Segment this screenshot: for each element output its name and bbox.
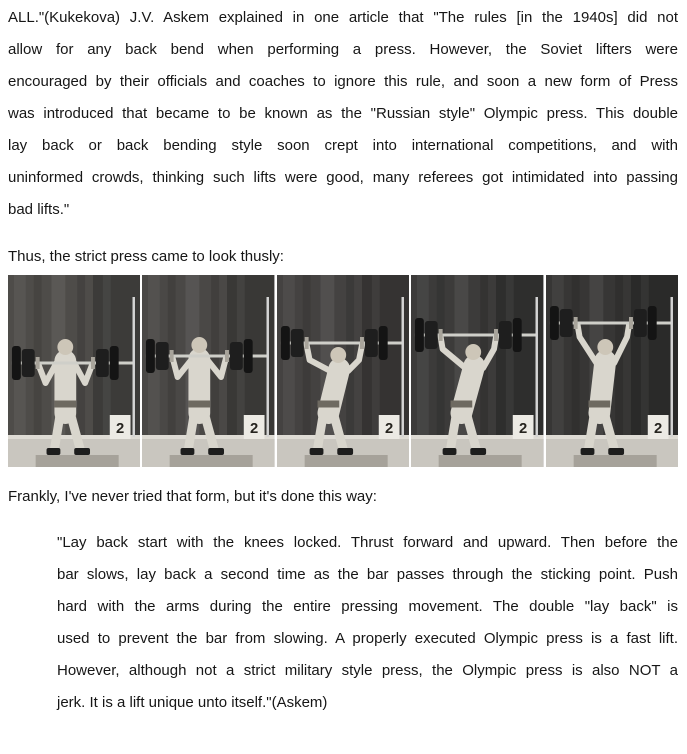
lead-in-thus: Thus, the strict press came to look thusly: [8,248,284,265]
plate [146,339,155,373]
text-line: lay back or back bending style soon crept into international competitions, and with [8,137,678,154]
text-line: bad lifts." [8,201,70,218]
collar [170,350,174,362]
upright-pole [670,297,672,437]
platform-edge [170,455,253,467]
text-line: hard with the arms during the entire pressing movement. The double "lay back" is [57,598,678,615]
text-line: bar slows, lay back a second time as the bar passes through the sticking point. Push [57,566,678,583]
platform-edge [36,455,119,467]
frame-number-sign: 2 [250,420,259,438]
shoe [337,448,353,455]
photo-frame [546,275,678,467]
plate [22,349,35,377]
article-page [8,2,678,719]
photo-frame [411,275,543,467]
frame-number-sign: 2 [116,420,125,438]
frame-number-sign: 2 [519,420,528,438]
collar [573,317,577,329]
curtain-stripe [571,275,579,439]
collar [439,329,443,341]
photo-frame [8,275,140,467]
text-line: used to prevent the bar from slowing. A properly executed Olympic press is a fast lift. [57,630,678,647]
shoe [309,448,323,455]
shoe [608,448,624,455]
text-line: ALL."(Kukekova) J.V. Askem explained in one article that "The rules [in the 1940s] did not [8,9,678,26]
plate [550,306,559,340]
plate [379,326,388,360]
photo-frame [142,275,274,467]
text-line: was introduced that became to be known as the "Russian style" Olympic press. This double [8,105,678,122]
text-line: "Lay back start with the knees locked. Thrust forward and upward. Then before the [57,534,678,551]
head [192,337,208,353]
plate [415,318,424,352]
collar [494,329,498,341]
upright-pole [133,297,135,437]
curtain-stripe [437,275,445,439]
blockquote-askem [57,527,678,719]
collar [91,357,95,369]
paragraph-intro [8,2,678,226]
plate [365,329,378,357]
upright-pole [267,297,269,437]
shoe [74,448,90,455]
photo-frame [277,275,409,467]
plate [291,329,304,357]
plate [244,339,253,373]
head [57,339,73,355]
collar [304,337,308,349]
text-line: encouraged by their officials and coaches to ignore this rule, and soon a new form of Press [8,73,678,90]
text-line: jerk. It is a lift unique unto itself."(Askem) [57,694,328,711]
frame-number-sign: 2 [384,420,394,438]
head [466,344,482,360]
plate [110,346,119,380]
curtain-stripe [417,275,429,439]
shoe [47,448,61,455]
text-line: allow for any back bend when performing a press. However, the Soviet lifters were [8,41,678,58]
lead-in-frankly: Frankly, I've never tried that form, but it's done this way: [8,488,377,505]
plate [499,321,512,349]
curtain-stripe [640,275,648,439]
collar [360,337,364,349]
plate [230,342,243,370]
collar [225,350,229,362]
platform-edge [573,455,656,467]
plate [281,326,290,360]
upright-pole [401,297,403,437]
shoe [181,448,195,455]
curtain-stripe [506,275,514,439]
text-line: However, although not a strict military style press, the Olympic press is also NOT a [57,662,678,679]
plate [425,321,438,349]
collar [629,317,633,329]
plate [513,318,522,352]
platform-edge [304,455,387,467]
platform-edge [439,455,522,467]
plate [634,309,647,337]
head [597,339,613,355]
plate [12,346,21,380]
shoe [471,448,487,455]
curtain-stripe [346,275,354,439]
plate [559,309,572,337]
shoe [443,448,457,455]
shoe [580,448,594,455]
plate [647,306,656,340]
curtain-stripe [552,275,564,439]
plate [96,349,109,377]
shoe [209,448,225,455]
curtain-stripe [77,275,85,439]
head [330,347,346,363]
frame-number-sign: 2 [653,420,662,438]
collar [36,357,40,369]
plate [156,342,169,370]
press-sequence-photo [8,275,678,467]
text-line: uninformed crowds, thinking such lifts were good, many referees got intimidated into passing [8,169,678,186]
upright-pole [536,297,538,437]
